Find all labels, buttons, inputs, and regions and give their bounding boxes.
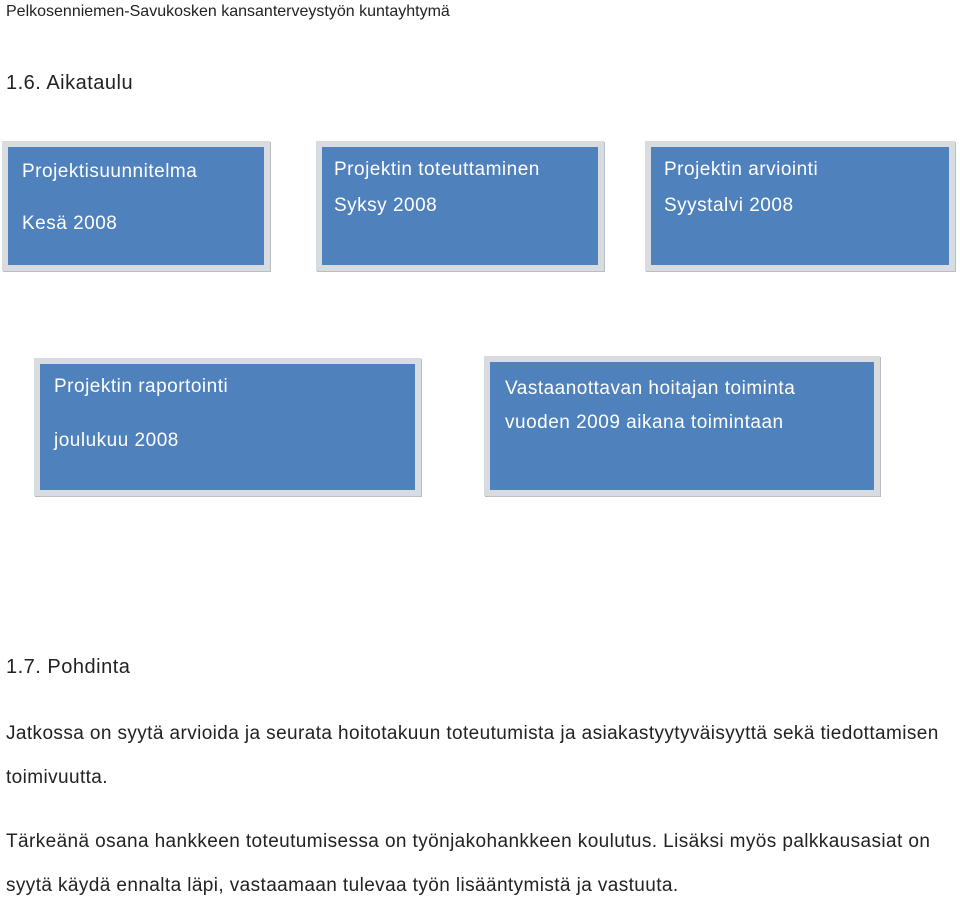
schedule-box-title: Projektin toteuttaminen xyxy=(334,159,540,180)
schedule-box-reporting xyxy=(34,358,421,496)
discussion-paragraph-1: Jatkossa on syytä arvioida ja seurata hoitotakuun toteutumista ja asiakastyytyväisyyttä sekä tiedottamisen toimivuutta. xyxy=(6,723,939,788)
schedule-box-fill xyxy=(8,147,264,265)
schedule-box-implementation xyxy=(316,141,604,271)
schedule-box-title: Vastaanottavan hoitajan toiminta xyxy=(505,378,796,399)
discussion-paragraph-2: Tärkeänä osana hankkeen toteutumisessa on työnjakohankkeen koulutus. Lisäksi myös palkkausasiat on syytä käydä ennalta läpi, vastaamaan tulevaa työn lisääntymistä ja vastuuta. xyxy=(6,831,931,896)
schedule-box-title: Projektin arviointi xyxy=(664,159,819,180)
schedule-box-evaluation xyxy=(645,141,955,271)
schedule-box-operation xyxy=(484,356,880,496)
schedule-box-planning xyxy=(2,141,270,271)
schedule-box-period: joulukuu 2008 xyxy=(54,430,179,451)
schedule-box-period: Syksy 2008 xyxy=(334,195,438,216)
schedule-box-fill xyxy=(651,147,949,265)
section-title-schedule: 1.6. Aikataulu xyxy=(6,72,134,94)
schedule-box-period: vuoden 2009 aikana toimintaan xyxy=(505,412,784,433)
schedule-box-fill xyxy=(40,364,415,490)
schedule-box-fill xyxy=(490,362,874,490)
schedule-box-period: Kesä 2008 xyxy=(22,213,118,234)
schedule-box-title: Projektin raportointi xyxy=(54,376,229,397)
document-header: Pelkosenniemen-Savukosken kansanterveystyön kuntayhtymä xyxy=(6,3,450,20)
schedule-box-fill xyxy=(322,147,598,265)
section-title-discussion: 1.7. Pohdinta xyxy=(6,656,131,678)
schedule-box-period: Syystalvi 2008 xyxy=(664,195,794,216)
schedule-box-title: Projektisuunnitelma xyxy=(22,161,198,182)
